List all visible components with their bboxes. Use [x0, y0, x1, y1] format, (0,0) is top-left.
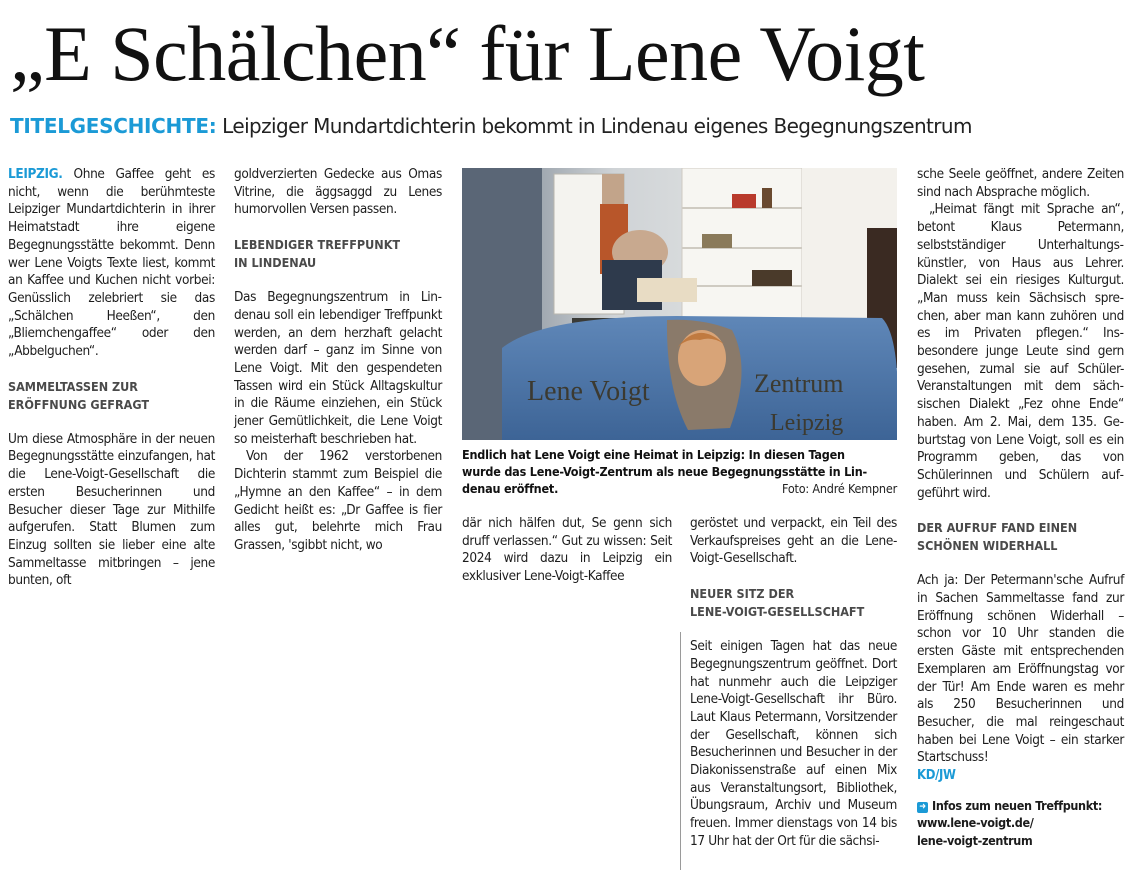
- column-divider: [680, 632, 681, 870]
- dateline: LEIPZIG.: [8, 166, 63, 182]
- photo-credit: Foto: André Kempner: [782, 481, 897, 496]
- subheading-neuer-sitz: NEUER SITZ DER LENE-VOIGT-GESELLSCHAFT: [690, 586, 865, 620]
- headline: „E Schälchen“ für Lene Voigt: [10, 10, 925, 97]
- photo-lene-voigt-zentrum: [462, 168, 897, 440]
- lead-paragraph: [8, 166, 215, 361]
- caption-line: wurde das Lene-Voigt-Zentrum als neue Begegnungsstätte in Lin-: [462, 464, 867, 479]
- article-column-1: [8, 166, 215, 590]
- blanket-text-lene-voigt: Lene Voigt: [527, 376, 650, 407]
- photo-illustration: [462, 168, 897, 440]
- subheading-aufruf: DER AUFRUF FAND EINEN SCHÖNEN WIDERHALL: [917, 520, 1078, 554]
- body-paragraph: där nich hälfen dut, Se genn sich druff verlassen.“ Gut zu wissen: Seit 2024 wird dazu in Leipzig ein exklusiver Lene-Voigt-Kaffee: [462, 515, 672, 585]
- body-paragraph: Seit einigen Tagen hat das neue Begegnungszentrum geöffnet. Dort hat nunmehr auch die Leipziger Lene-Voigt-Gesellschaft ihr Büro. Laut Klaus Petermann, Vorsitzender der Gesellschaft, können sich Besucherinnen und Besucher in der Diakonissenstraße auf einen Mix aus Veranstaltungsort, Bibliothek, Übungsraum, Archiv und Museum freuen. Immer dienstags von 14 bis 17 Uhr hat der Ort für die sächsi-: [690, 638, 897, 849]
- article-column-3: [462, 515, 672, 586]
- body-paragraph: goldverzierten Gedecke aus Omas Vitrine, die äggsaggd zu Lenes humorvollen Versen passen.: [234, 166, 442, 218]
- arrow-right-icon: ➜: [917, 802, 928, 813]
- subhead-kicker: TITELGESCHICHTE:: [10, 114, 217, 138]
- subhead-text: Leipziger Mundartdichterin bekommt in Lindenau eigenes Begegnungszentrum: [222, 114, 972, 138]
- info-link[interactable]: www.lene-voigt.de/: [917, 815, 1034, 831]
- body-paragraph: Von der 1962 verstorbenen Dichterin stammt zum Beispiel die „Hymne an den Kaffee“ – in dem Gedicht heißt es: „Dr Gaffee is fier alles gut, belehrte mich Frau Grassen, 'sgibbt nicht, wo: [234, 448, 442, 553]
- subheading-treffpunkt: LEBENDIGER TREFFPUNKT IN LINDENAU: [234, 237, 401, 271]
- lead-text: Ohne Gaffee geht es nicht, wenn die berühmteste Leipziger Mundartdichterin in ihrer Heimatstadt ihre eigene Begegnungsstätte bekommt. Denn wer Lene Voigts Texte liest, kommt an Kaffee und Kuchen nicht vorbei: Genüsslich zelebriert sie das „Schälchen Heeßen“, den „Bliemchengaffee“ oder den „Abbelguchen“.: [8, 166, 215, 360]
- info-box: ➜ Infos zum neuen Treffpunkt: www.lene-voigt.de/ lene-voigt-zentrum: [917, 797, 1103, 848]
- author-initials: KD/JW: [917, 768, 956, 784]
- body-paragraph: Ach ja: Der Petermann'sche Aufruf in Sachen Sammeltasse fand zur Eröffnung schönen Widerhall – schon vor 10 Uhr standen die ersten Gäste mit entsprechenden Exemplaren am Eröffnungstag vor der Tür! Am Ende waren es mehr als 250 Besucherinnen und Besucher, die mal reingeschaut haben bei Lene Voigt – ein starker Startschuss!: [917, 572, 1124, 766]
- article-column-4: [690, 515, 897, 851]
- blanket-text-zentrum: Zentrum: [754, 369, 844, 398]
- info-link[interactable]: lene-voigt-zentrum: [917, 832, 1033, 848]
- article-column-5: [917, 166, 1124, 849]
- subheadline: [10, 112, 1140, 140]
- body-paragraph: geröstet und verpackt, ein Teil des Verkaufspreises geht an die Lene-Voigt-Gesellschaft.: [690, 515, 897, 567]
- article-column-2: [234, 166, 442, 555]
- caption-line: Endlich hat Lene Voigt eine Heimat in Leipzig: In diesen Tagen: [462, 447, 845, 462]
- caption-line-last: denau eröffnet. Foto: André Kempner: [462, 481, 897, 496]
- subheading-sammeltassen: SAMMELTASSEN ZUR ERÖFFNUNG GEFRAGT: [8, 378, 150, 412]
- body-paragraph: sche Seele geöffnet, andere Zeiten sind nach Absprache möglich.: [917, 166, 1124, 200]
- body-paragraph: „Heimat fängt mit Sprache an“, betont Klaus Petermann, selbstständiger Unterhaltungskünstler, von Haus aus Lehrer. Dialekt sei ein riesiges Kulturgut. „Man muss kein Sächsisch sprechen, aber man kann zuhören und es im Privaten pflegen.“ Insbesondere junge Leute sind gern gesehen, zumal sie auf Schüler- Veranstaltungen mit dem sächsischen Dialekt „Fez ohne Ende“ haben. Am 2. Mai, dem 135. Geburtstag von Lene Voigt, soll es ein Programm geben, das von Schülerinnen und Schülern aufgeführt wird.: [917, 201, 1124, 501]
- photo-caption: [462, 446, 897, 497]
- blanket-text-leipzig: Leipzig: [770, 410, 844, 436]
- body-paragraph: Um diese Atmosphäre in der neuen Begegnungsstätte einzufangen, hat die Lene-Voigt-Gesellschaft die ersten Besucherinnen und Besucher dieser Tage zur Mithilfe aufgerufen. Statt Blumen zum Einzug sollten sie lieber eine alte Sammeltasse mitbringen – jene bunten, oft: [8, 430, 215, 589]
- body-paragraph: Das Begegnungszentrum in Lindenau soll ein lebendiger Treffpunkt werden, an dem herzhaft gelacht werden darf – ganz im Sinne von Lene Voigt. Mit den gespendeten Tassen wird ein Stück Alltagskultur in die Räume einziehen, ein Stück jener Gemütlichkeit, die Lene Voigt so meisterhaft beschrieben hat.: [234, 289, 442, 447]
